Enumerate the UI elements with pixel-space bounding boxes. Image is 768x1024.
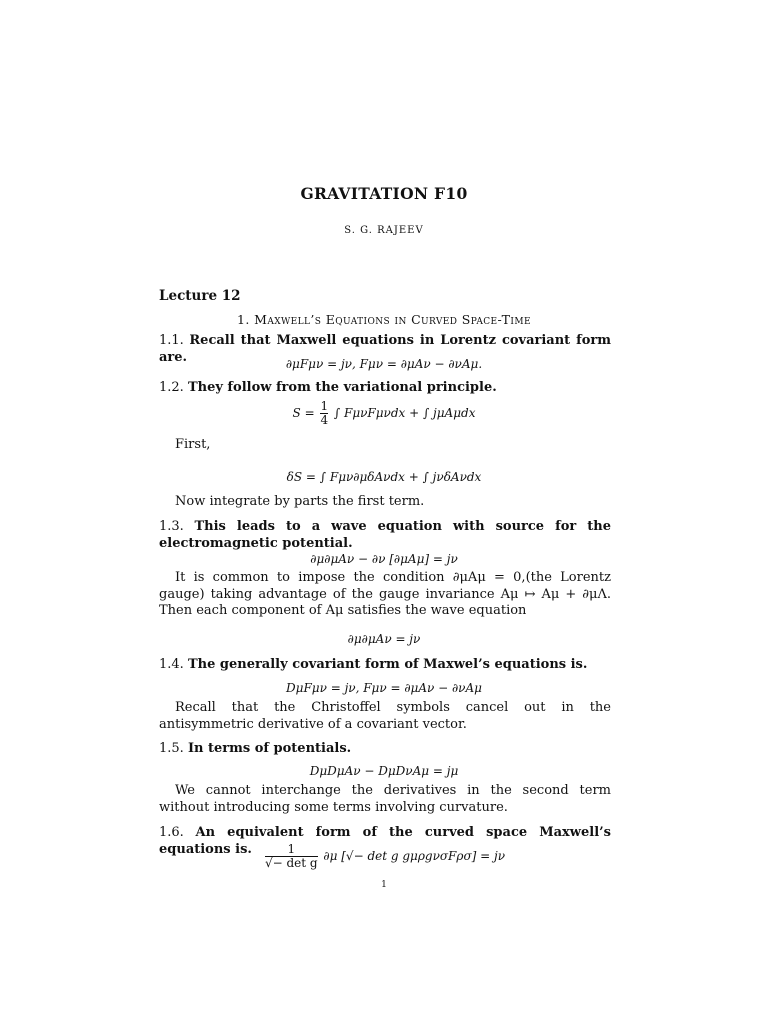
section-heading: 1. Maxwell’s Equations in Curved Space-Time — [237, 312, 531, 327]
equation: ∂μFμν = jν, Fμν = ∂μAν − ∂νAμ. — [285, 357, 483, 371]
text-curvature: We cannot interchange the derivatives in the second term without introducing some terms involving curvature. — [159, 783, 611, 815]
subsection-heading: The generally covariant form of Maxwel’s equations is. — [187, 657, 588, 672]
text-integrate: Now integrate by parts the first term. — [175, 494, 425, 509]
subsection-heading: An equivalent form of the curved space Maxwell’s equations is. — [159, 825, 611, 857]
equation-rhs: ∫ FμνFμνdx + ∫ jμAμdx — [333, 406, 476, 420]
subsection-number: 1.1. — [159, 333, 184, 348]
numerator: 1 — [287, 842, 296, 856]
subsection-1-3 — [159, 519, 611, 552]
fraction — [320, 400, 328, 427]
fraction — [265, 843, 318, 870]
equation-potentials: DμDμAν − DμDνAμ = jμ — [309, 764, 459, 778]
equation-action — [0, 400, 768, 427]
text-lorentz-gauge: It is common to impose the condition ∂μAμ = 0,(the Lorentz gauge) taking advantage of the gauge invariance Aμ ↦ Aμ + ∂μΛ. Then each component of Aμ satisfies the wave equation — [159, 570, 611, 618]
equation-variation: δS = ∫ Fμν∂μδAνdx + ∫ jνδAνdx — [286, 470, 482, 484]
denominator: 4 — [320, 413, 329, 427]
subsection-number: 1.2. — [159, 380, 184, 395]
subsection-heading: Recall that Maxwell equations in Lorentz covariant form are. — [159, 333, 611, 365]
equation-rhs: ∂μ [√− det g gμρgνσFρσ] = jν — [323, 849, 506, 863]
subsection-heading: This leads to a wave equation with source for the electromagnetic potential. — [159, 519, 611, 551]
document-title: GRAVITATION F10 — [300, 184, 468, 203]
author: S. G. RAJEEV — [344, 225, 424, 236]
subsection-1-5 — [159, 741, 611, 758]
subsection-number: 1.5. — [159, 741, 184, 756]
equation-lhs: S = — [292, 406, 315, 420]
subsection-number: 1.3. — [159, 519, 184, 534]
subsection-1-2 — [159, 380, 611, 397]
subsection-number: 1.6. — [159, 825, 184, 840]
subsection-number: 1.4. — [159, 657, 184, 672]
subsection-1-4 — [159, 657, 611, 674]
equation-curved-maxwell — [0, 843, 768, 870]
equation-covariant: DμFμν = jν, Fμν = ∂μAν − ∂νAμ — [286, 681, 482, 695]
subsection-heading: They follow from the variational principle. — [187, 380, 497, 395]
text-christoffel: Recall that the Christoffel symbols cancel out in the antisymmetric derivative of a covariant vector. — [159, 700, 611, 732]
numerator: 1 — [320, 399, 329, 413]
equation-wave-gauge: ∂μ∂μAν = jν — [347, 632, 421, 646]
subsection-heading: In terms of potentials. — [187, 741, 352, 756]
page-number: 1 — [381, 880, 387, 890]
equation-wave: ∂μ∂μAν − ∂ν [∂μAμ] = jν — [310, 552, 458, 566]
lecture-heading: Lecture 12 — [159, 288, 241, 304]
text-first: First, — [175, 437, 211, 452]
denominator: √− det g — [264, 856, 318, 870]
